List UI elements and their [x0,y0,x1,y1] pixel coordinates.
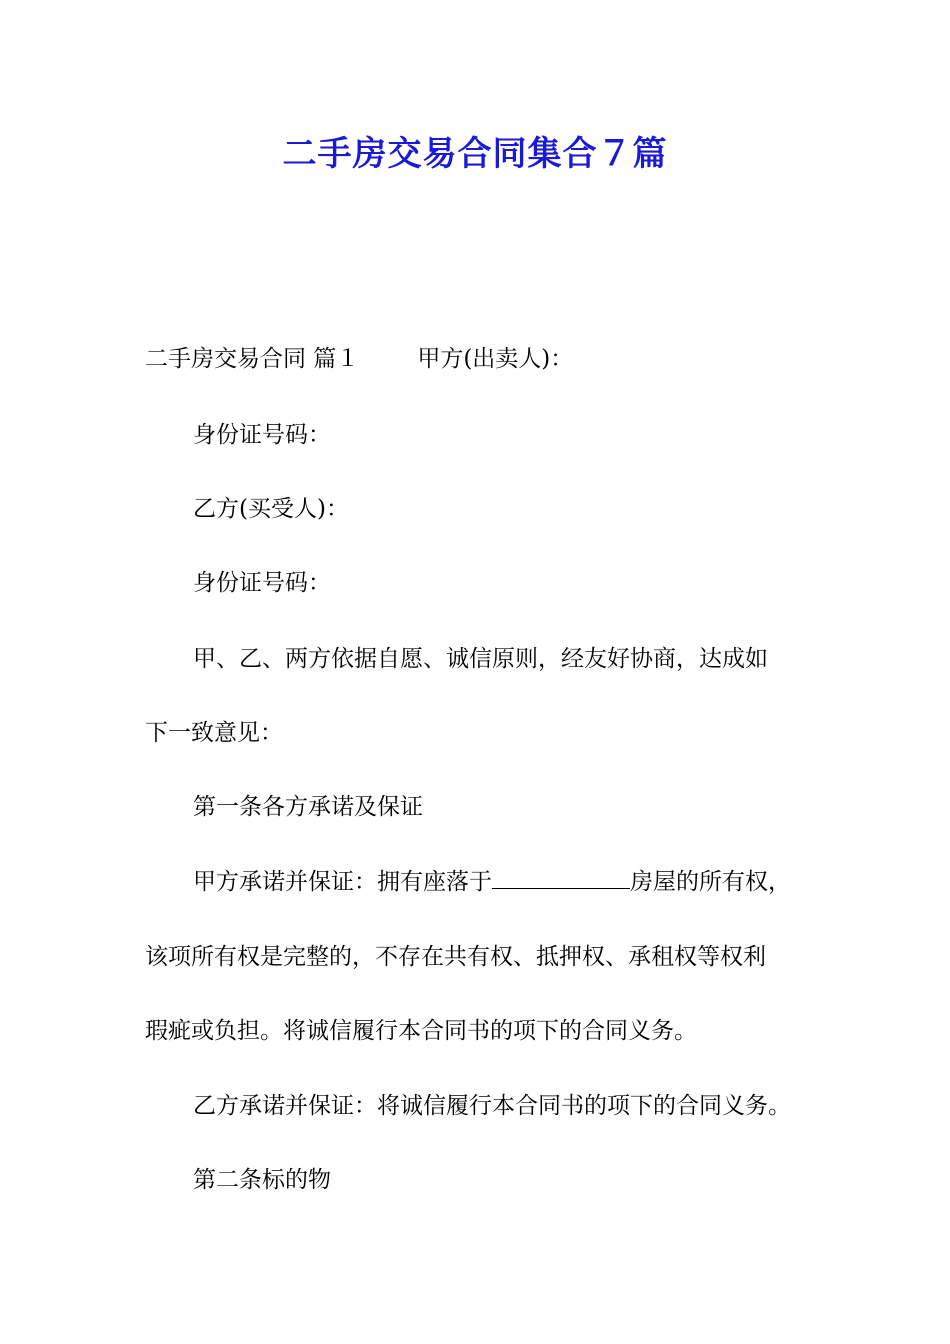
party-a-label: 甲方(出卖人)： [417,346,574,372]
party-a-promise-text-cont: 房屋的所有权， [630,869,791,895]
party-a-promise-line-1 [193,866,825,898]
paragraph-agreement-line-1: 甲、乙、两方依据自愿、诚信原则，经友好协商，达成如 [193,646,768,672]
contract-heading-line [145,343,825,375]
party-a-promise-line-3: 瑕疵或负担。将诚信履行本合同书的项下的合同义务。 [145,1018,697,1044]
contract-number-label: 二手房交易合同 篇１ [145,346,360,372]
address-blank-field [492,866,630,889]
party-b-promise-line: 乙方承诺并保证：将诚信履行本合同书的项下的合同义务。 [193,1093,791,1119]
party-a-promise-text: 甲方承诺并保证：拥有座落于 [193,869,492,895]
article-1-heading: 第一条各方承诺及保证 [193,794,423,820]
article-2-heading: 第二条标的物 [193,1167,331,1193]
party-b-label: 乙方(买受人)： [193,496,349,522]
party-a-id-label: 身份证号码： [193,422,331,448]
document-title: 二手房交易合同集合７篇 [282,134,668,174]
party-a-promise-line-2: 该项所有权是完整的，不存在共有权、抵押权、承租权等权利 [145,944,766,970]
party-b-id-label: 身份证号码： [193,570,331,596]
paragraph-agreement-line-2: 下一致意见： [145,720,283,746]
